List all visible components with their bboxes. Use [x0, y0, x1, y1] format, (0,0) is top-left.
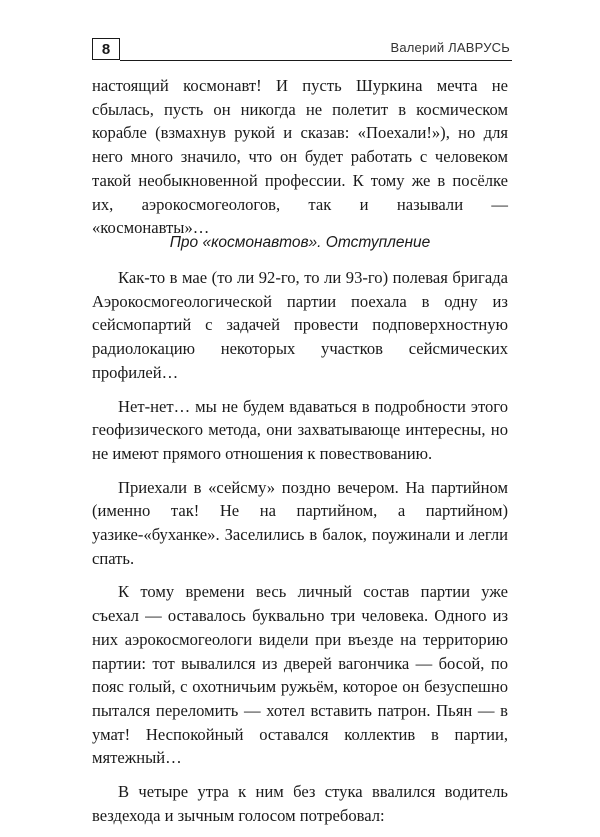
paragraph: Нет-нет… мы не будем вдаваться в подробности этого геофизического метода, они захватывающе интересны, но не имеют прямого отношения к повествованию. — [92, 396, 508, 463]
paragraph: В четыре утра к ним без стука ввалился водитель вездехода и зычным голосом потребовал: — [92, 782, 508, 825]
paragraph: Приехали в «сейсму» поздно вечером. На партийном (именно так! Не на партийном, а партийном) уазике-«буханке». Заселились в балок, поужинали и легли спать. — [92, 477, 508, 568]
section-title: Про «космонавтов». Отступление — [169, 234, 431, 251]
section-body — [92, 266, 508, 837]
intro-paragraph: настоящий космонавт! И пусть Шуркина мечта не сбылась, пусть он никогда не полетит в космическом корабле (взмахнув рукой и сказав: «Поехали!»), но для него много значило, что он будет работать с человеком такой необыкновенной профессии. К тому же в посёлке их, аэрокосмогеологов, так и называли — «космонавты»… — [92, 76, 508, 238]
intro-text-block — [92, 74, 508, 240]
paragraph: Как-то в мае (то ли 92-го, то ли 93-го) полевая бригада Аэрокосмогеологической партии поехала в одну из сейсмопартий с задачей провести подповерхностную радиолокацию некоторых участков сейсмических профилей… — [92, 268, 508, 382]
paragraph: К тому времени весь личный состав партии уже съехал — оставалось буквально три человека. Одного из них аэрокосмогеологи видели при въезде на территорию партии: тот вывалился из дверей вагончика — босой, по пояс голый, с охотничьим ружьём, которое он безуспешно пытался переломить — хотел вставить патрон. Пьян — в умат! Неспокойный оставался коллектив в партии, мятежный… — [92, 582, 508, 768]
page-number: 8 — [92, 38, 120, 60]
running-head: Валерий ЛАВРУСЬ — [390, 40, 510, 55]
header-rule — [120, 60, 512, 61]
